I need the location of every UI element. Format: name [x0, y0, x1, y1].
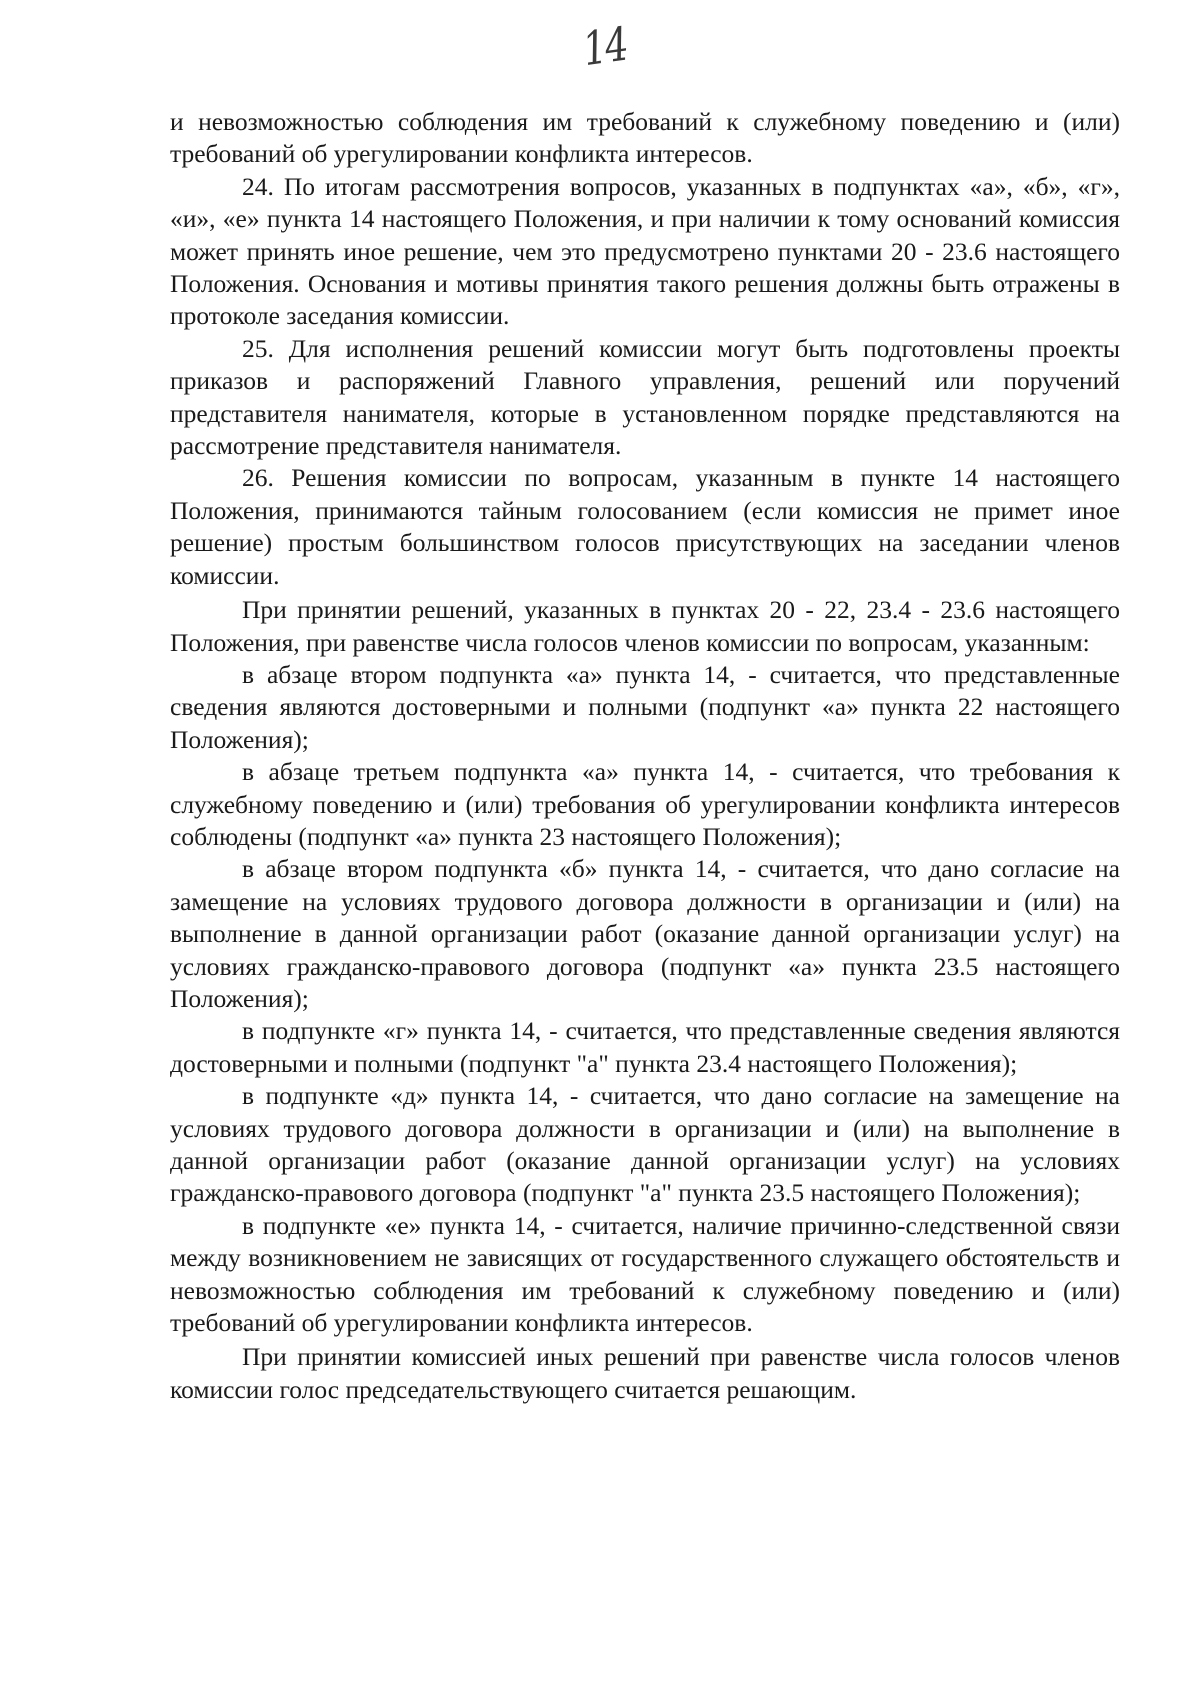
list-item-case-b2: в абзаце втором подпункта «б» пункта 14, - считается, что дано согласие на замещение на условиях трудового договора должности в организации и (или) на выполнение в данной организации работ (оказание данной организации услуг) на условиях гражданско-правового договора (подпункт «а» пункта 23.5 настоящего Положения); [170, 854, 1120, 1013]
paragraph-26-equal-votes: При принятии решений, указанных в пунктах 20 - 22, 23.4 - 23.6 настоящего Положения, при равенстве числа голосов членов комиссии по вопросам, указанным: [170, 595, 1120, 657]
paragraph-24: 24. По итогам рассмотрения вопросов, указанных в подпунктах «а», «б», «г», «и», «е» пункта 14 настоящего Положения, и при наличии к тому оснований комиссия может принять иное решение, чем это предусмотрено пунктами 20 - 23.6 настоящего Положения. Основания и мотивы принятия такого решения должны быть отражены в протоколе заседания комиссии. [170, 171, 1120, 331]
list-item-case-a2: в абзаце втором подпункта «а» пункта 14, - считается, что представленные сведения являются достоверными и полными (подпункт «а» пункта 22 настоящего Положения); [170, 659, 1120, 754]
paragraph-other-decisions: При принятии комиссией иных решений при равенстве числа голосов членов комиссии голос председательствующего считается решающим. [170, 1342, 1120, 1404]
page-number: 14 [579, 16, 631, 77]
paragraph-25: 25. Для исполнения решений комиссии могут быть подготовлены проекты приказов и распоряжений Главного управления, решений или поручений представителя нанимателя, которые в установленном порядке представляются на рассмотрение представителя нанимателя. [170, 333, 1120, 461]
list-item-case-e: в подпункте «е» пункта 14, - считается, наличие причинно-следственной связи между возникновением не зависящих от государственного служащего обстоятельств и невозможностью соблюдения им требований к служебному поведению и (или) требований об урегулировании конфликта интересов. [170, 1210, 1120, 1338]
paragraph-continuation: и невозможностью соблюдения им требований к служебному поведению и (или) требований об урегулировании конфликта интересов. [170, 107, 1120, 169]
list-item-case-a3: в абзаце третьем подпункта «а» пункта 14, - считается, что требования к служебному поведению и (или) требования об урегулировании конфликта интересов соблюдены (подпункт «а» пункта 23 настоящего Положения); [170, 757, 1120, 851]
list-item-case-g: в подпункте «г» пункта 14, - считается, что представленные сведения являются достоверными и полными (подпункт "а" пункта 23.4 настоящего Положения); [170, 1016, 1120, 1078]
paragraph-26: 26. Решения комиссии по вопросам, указанным в пункте 14 настоящего Положения, принимаются тайным голосованием (если комиссия не примет иное решение) простым большинством голосов присутствующих на заседании членов комиссии. [170, 463, 1120, 590]
list-item-case-d: в подпункте «д» пункта 14, - считается, что дано согласие на замещение на условиях трудового договора должности в организации и (или) на выполнение в данной организации работ (оказание данной организации услуг) на условиях гражданско-правового договора (подпункт "а" пункта 23.5 настоящего Положения); [170, 1081, 1120, 1208]
document-body [170, 106, 1120, 1406]
